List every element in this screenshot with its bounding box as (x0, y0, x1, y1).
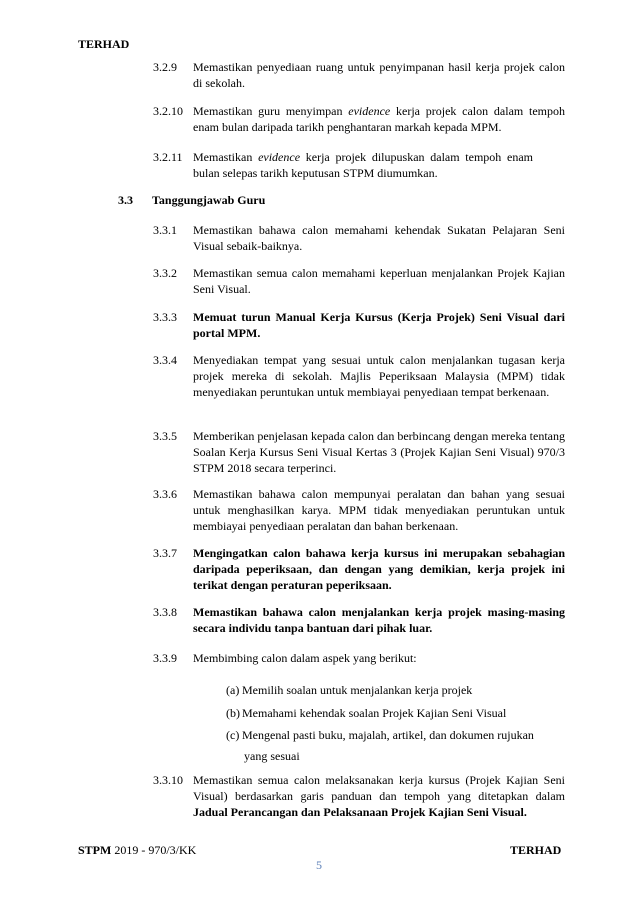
item-number: 3.3.10 (153, 773, 183, 787)
list-item-3-3-7 (153, 545, 565, 593)
footer-paper-code: STPM 2019 - 970/3/KK (78, 843, 197, 857)
sub-item-text: Memilih soalan untuk menjalankan kerja projek (242, 683, 473, 697)
item-number: 3.3.3 (153, 310, 177, 324)
item-number: 3.2.9 (153, 60, 177, 74)
sub-item-b (226, 705, 566, 721)
sub-item-a (226, 682, 566, 698)
section-title: Tanggungjawab Guru (152, 193, 266, 207)
list-item-3-2-9 (153, 59, 565, 91)
item-text: Memuat turun Manual Kerja Kursus (Kerja Projek) Seni Visual dari portal MPM. (193, 310, 565, 340)
emphasis-text: evidence (348, 104, 391, 118)
item-number: 3.3.8 (153, 605, 177, 619)
item-text: Memastikan semua calon melaksanakan kerja kursus (Projek Kajian Seni Visual) berdasarkan garis panduan dan tempoh yang ditetapkan dalam Jadual Perancangan dan Pelaksanaan Projek Kajian Seni Visual. (193, 773, 565, 819)
sub-item-c (226, 727, 566, 743)
item-text: Memastikan bahawa calon memahami kehendak Sukatan Pelajaran Seni Visual sebaik-baiknya. (193, 223, 565, 253)
item-number: 3.3.5 (153, 429, 177, 443)
item-number: 3.2.11 (153, 150, 183, 164)
page-number: 5 (316, 858, 322, 872)
footer-classification: TERHAD (510, 843, 562, 857)
item-text: Membimbing calon dalam aspek yang berikut: (193, 651, 417, 665)
item-text: Memastikan evidence kerja projek dilupuskan dalam tempoh enam bulan selepas tarikh keputusan STPM diumumkan. (193, 150, 534, 180)
item-text: Memastikan bahawa calon menjalankan kerja projek masing-masing secara individu tanpa bantuan dari pihak luar. (193, 605, 565, 635)
list-item-3-3-8 (153, 604, 565, 636)
item-text: Memastikan guru menyimpan evidence kerja projek calon dalam tempoh enam bulan daripada tarikh penghantaran markah kepada MPM. (193, 104, 565, 134)
sub-item-label: (b) (226, 706, 240, 720)
list-item-3-2-11 (153, 149, 565, 181)
item-text: Memberikan penjelasan kepada calon dan berbincang dengan mereka tentang Soalan Kerja Kursus Seni Visual Kertas 3 (Projek Kajian Seni Visual) 970/3 STPM 2018 secara terperinci. (193, 429, 565, 475)
item-number: 3.3.4 (153, 353, 177, 367)
emphasis-text: Jadual Perancangan dan Pelaksanaan Projek Kajian Seni Visual. (193, 805, 527, 819)
list-item-3-2-10 (153, 103, 565, 135)
list-item-3-3-6 (153, 486, 565, 534)
list-item-3-3-1 (153, 222, 565, 254)
item-number: 3.3.7 (153, 546, 177, 560)
list-item-3-3-5 (153, 428, 565, 476)
item-number: 3.3.6 (153, 487, 177, 501)
item-number: 3.2.10 (153, 104, 183, 118)
item-text: Menyediakan tempat yang sesuai untuk calon menjalankan tugasan kerja projek mereka di sekolah. Majlis Peperiksaan Malaysia (MPM) tidak menyediakan peruntukan untuk membiayai penyediaan tempat berkenaan. (193, 353, 565, 399)
list-item-3-3-3 (153, 309, 565, 341)
sub-item-c-continuation: yang sesuai (244, 749, 300, 763)
item-text: Mengingatkan calon bahawa kerja kursus ini merupakan sebahagian daripada peperiksaan, dan dengan yang demikian, kerja projek ini terikat dengan peraturan peperiksaan. (193, 546, 565, 592)
item-text: Memastikan penyediaan ruang untuk penyimpanan hasil kerja projek calon di sekolah. (193, 60, 565, 90)
sub-item-label: (a) (226, 683, 240, 697)
item-number: 3.3.1 (153, 223, 177, 237)
list-item-3-3-2 (153, 265, 565, 297)
item-number: 3.3.2 (153, 266, 177, 280)
sub-item-text: Mengenal pasti buku, majalah, artikel, dan dokumen rujukan (242, 728, 534, 742)
list-item-3-3-9 (153, 650, 565, 666)
emphasis-text: evidence (258, 150, 301, 164)
item-number: 3.3.9 (153, 651, 177, 665)
item-text: Memastikan semua calon memahami keperluan menjalankan Projek Kajian Seni Visual. (193, 266, 565, 296)
list-item-3-3-10 (153, 772, 565, 820)
header-classification: TERHAD (78, 37, 130, 51)
sub-item-label: (c) (226, 728, 240, 742)
item-text: Memastikan bahawa calon mempunyai peralatan dan bahan yang sesuai untuk menghasilkan karya. MPM tidak menyediakan peruntukan untuk membiayai penyediaan peralatan dan bahan berkenaan. (193, 487, 565, 533)
section-number: 3.3 (118, 193, 133, 207)
sub-item-text: Memahami kehendak soalan Projek Kajian Seni Visual (242, 706, 507, 720)
list-item-3-3-4 (153, 352, 565, 400)
